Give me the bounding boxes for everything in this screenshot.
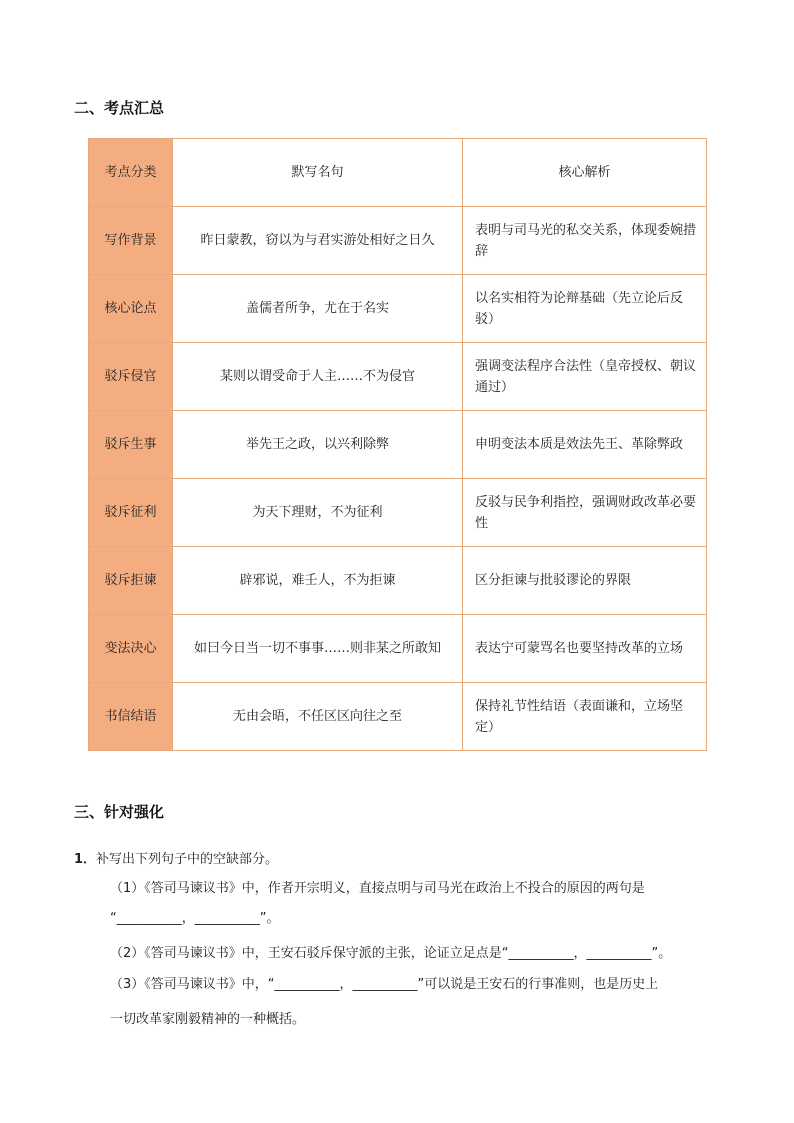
row-analysis: 申明变法本质是效法先王、革除弊政 xyxy=(463,411,707,479)
table-row xyxy=(89,411,707,479)
header-category: 考点分类 xyxy=(89,139,173,207)
row-analysis: 保持礼节性结语（表面谦和，立场坚定） xyxy=(463,683,707,751)
row-category: 驳斥拒谏 xyxy=(89,547,173,615)
row-analysis: 反驳与民争利指控，强调财政改革必要性 xyxy=(463,479,707,547)
table-header-row xyxy=(89,139,707,207)
row-category: 书信结语 xyxy=(89,683,173,751)
table-row xyxy=(89,547,707,615)
row-quote: 为天下理财，不为征利 xyxy=(173,479,463,547)
row-category: 变法决心 xyxy=(89,615,173,683)
summary-table xyxy=(88,138,707,751)
row-category: 驳斥生事 xyxy=(89,411,173,479)
table-row xyxy=(89,683,707,751)
table-row xyxy=(89,207,707,275)
exercise-item-1-line-2: “__________，__________”。 xyxy=(110,911,280,926)
row-quote: 某则以谓受命于人主……不为侵官 xyxy=(173,343,463,411)
row-category: 驳斥征利 xyxy=(89,479,173,547)
table-row xyxy=(89,479,707,547)
row-analysis: 表明与司马光的私交关系，体现委婉措辞 xyxy=(463,207,707,275)
row-quote: 无由会晤，不任区区向往之至 xyxy=(173,683,463,751)
section-heading-summary: 二、考点汇总 xyxy=(74,99,165,117)
row-category: 驳斥侵官 xyxy=(89,343,173,411)
exercise-item-2: （2）《答司马谏议书》中，王安石驳斥保守派的主张，论证立足点是“__________，__________”。 xyxy=(110,946,672,961)
exercise-number: 1． xyxy=(74,852,97,867)
table-row xyxy=(89,275,707,343)
table-row xyxy=(89,343,707,411)
exercise-item-3-line-1: （3）《答司马谏议书》中，“__________，__________”可以说是王安石的行事准则，也是历史上 xyxy=(110,977,659,992)
header-quote: 默写名句 xyxy=(173,139,463,207)
row-category: 核心论点 xyxy=(89,275,173,343)
exercise-item-1-line-1: （1）《答司马谏议书》中，作者开宗明义，直接点明与司马光在政治上不投合的原因的两句是 xyxy=(110,881,645,896)
row-analysis: 以名实相符为论辩基础（先立论后反驳） xyxy=(463,275,707,343)
exercise-instruction-text: 补写出下列句子中的空缺部分。 xyxy=(96,852,279,867)
row-analysis: 区分拒谏与批驳谬论的界限 xyxy=(463,547,707,615)
row-quote: 举先王之政，以兴利除弊 xyxy=(173,411,463,479)
header-analysis: 核心解析 xyxy=(463,139,707,207)
row-analysis: 强调变法程序合法性（皇帝授权、朝议通过） xyxy=(463,343,707,411)
row-category: 写作背景 xyxy=(89,207,173,275)
exercise-item-3-line-2: 一切改革家刚毅精神的一种概括。 xyxy=(110,1012,306,1027)
row-quote: 辟邪说，难壬人，不为拒谏 xyxy=(173,547,463,615)
exercise-instruction xyxy=(74,848,278,867)
row-quote: 如曰今日当一切不事事……则非某之所敢知 xyxy=(173,615,463,683)
table-row xyxy=(89,615,707,683)
row-quote: 盖儒者所争，尤在于名实 xyxy=(173,275,463,343)
row-quote: 昨日蒙教，窃以为与君实游处相好之日久 xyxy=(173,207,463,275)
row-analysis: 表达宁可蒙骂名也要坚持改革的立场 xyxy=(463,615,707,683)
section-heading-practice: 三、针对强化 xyxy=(74,803,165,821)
